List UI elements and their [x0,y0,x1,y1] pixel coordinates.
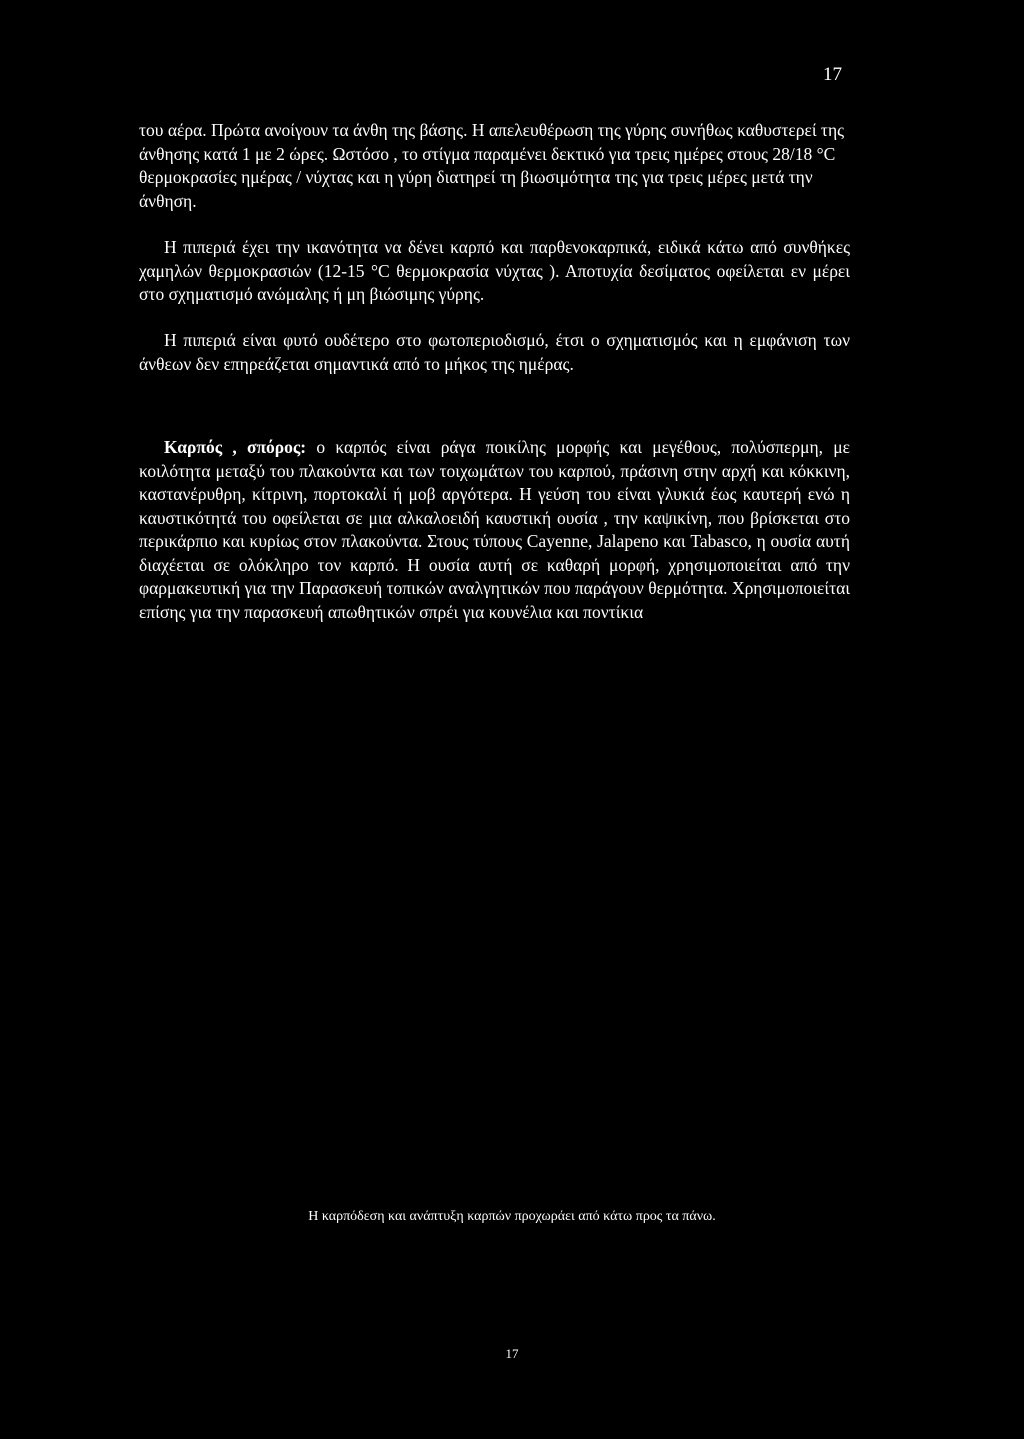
paragraph-photoperiod [139,329,850,376]
paragraph-fruit-seed [139,436,850,624]
paragraph-fruit-set [139,236,850,307]
page-number-top: 17 [823,64,842,85]
section-heading: Καρπός , σπόρος: [164,437,307,457]
paragraph-text [139,436,850,624]
paragraph-text: Η πιπεριά είναι φυτό ουδέτερο στο φωτοπεριοδισμό, έτσι ο σχηματισμός και η εμφάνιση των άνθεων δεν επηρεάζεται σημαντικά από το μήκος της ημέρας. [139,330,850,374]
paragraph-text: Η πιπεριά έχει την ικανότητα να δένει καρπό και παρθενοκαρπικά, ειδικά κάτω από συνθήκες χαμηλών θερμοκρασιών (12-15 °C θερμοκρασία νύχτας ). Αποτυχία δεσίματος οφείλεται εν μέρει στο σχηματισμό ανώμαλης ή μη βιώσιμης γύρης. [139,237,850,304]
figure-caption: Η καρπόδεση και ανάπτυξη καρπών προχωράει από κάτω προς τα πάνω. [308,1209,716,1224]
paragraph-text: του αέρα. Πρώτα ανοίγουν τα άνθη της βάσης. Η απελευθέρωση της γύρης συνήθως καθυστερεί της άνθησης κατά 1 με 2 ώρες. Ωστόσο , το στίγμα παραμένει δεκτικό για τρεις ημέρες στους 28/18 °C θερμοκρασίες ημέρας / νύχτας και η γύρη διατηρεί τη βιωσιμότητα της για τρεις μέρες μετά την άνθηση. [139,120,845,211]
paragraph-body: ο καρπός είναι ράγα ποικίλης μορφής και μεγέθους, πολύσπερμη, με κοιλότητα μεταξύ του πλακούντα και των τοιχωμάτων του καρπού, πράσινη στην αρχή και κόκκινη, καστανέρυθρη, κίτρινη, πορτοκαλί ή μοβ αργότερα. Η γεύση του είναι γλυκιά έως καυτερή ενώ η καυστικότητά του οφείλεται σε μια αλκαλοειδή καυστική ουσία , την καψικίνη, που βρίσκεται στο περικάρπιο και κυρίως στον πλακούντα. Στους τύπους Cayenne, Jalapeno και Tabasco, η ουσία αυτή διαχέεται σε ολόκληρο τον καρπό. Η ουσία αυτή σε καθαρή μορφή, χρησιμοποιείται από την φαρμακευτική για την Παρασκευή τοπικών αναλγητικών που παράγουν θερμότητα. Χρησιμοποιείται επίσης για την παρασκευή απωθητικών σπρέι για κουνέλια και ποντίκια [139,437,850,622]
paragraph-pollination [139,119,850,213]
page-number-bottom: 17 [505,1346,519,1361]
